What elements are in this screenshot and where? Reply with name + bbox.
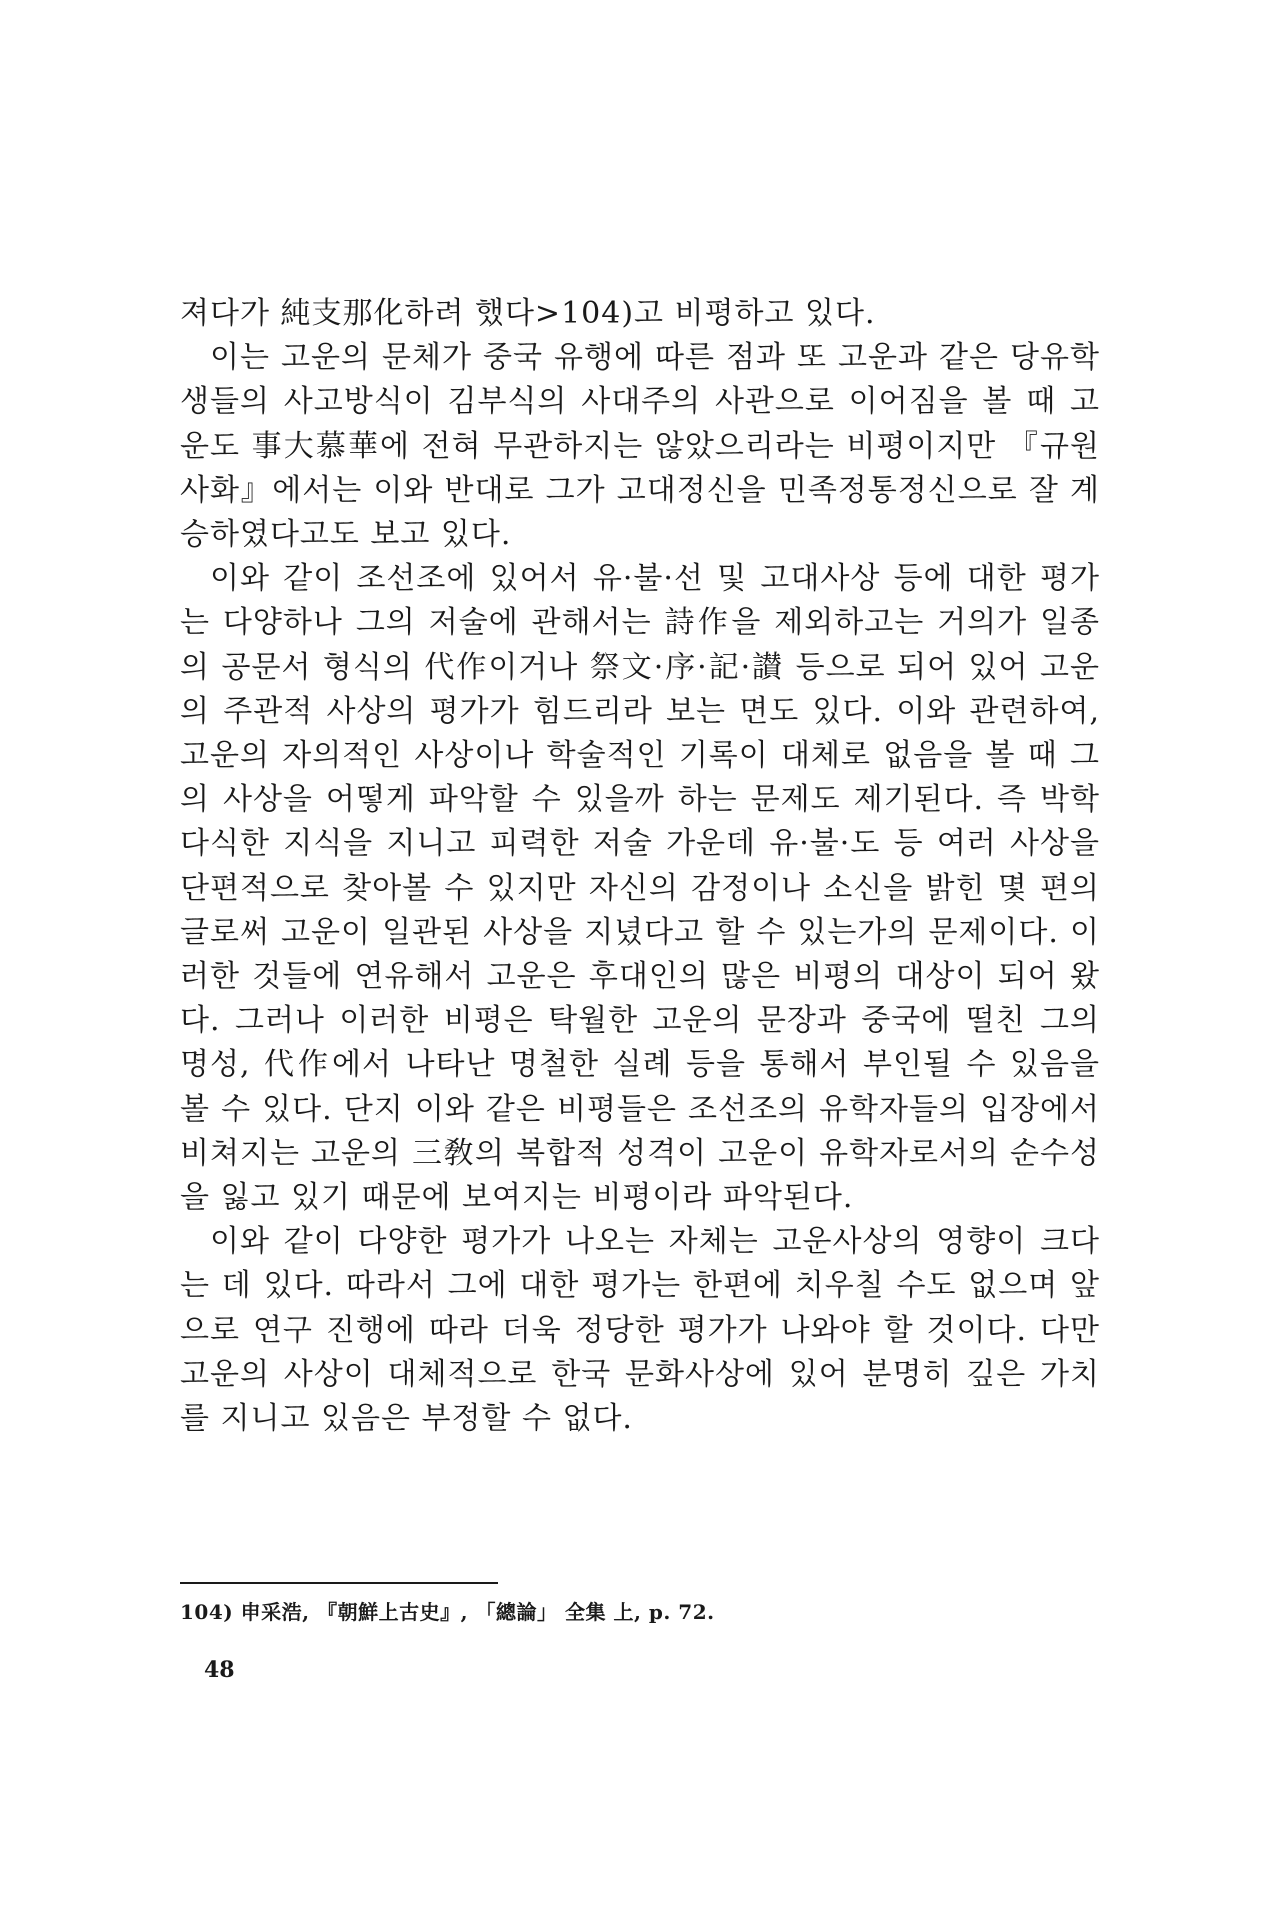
footnote-divider	[180, 1582, 498, 1584]
paragraph-continuation: 져다가 純支那化하려 했다>104)고 비평하고 있다.	[180, 296, 876, 331]
footnote-104: 104) 申采浩, 『朝鮮上古史』, 「總論」 全集 上, p. 72.	[180, 1600, 715, 1624]
paragraph: 이와 같이 조선조에 있어서 유·불·선 및 고대사상 등에 대한 평가는 다양하나 그의 저술에 관해서는 詩作을 제외하고는 거의가 일종의 공문서 형식의 代作이거나 祭文·序·記·讃 등으로 되어 있어 고운의 주관적 사상의 평가가 힘드리라 보는 면도 있다. 이와 관련하여, 고운의 자의적인 사상이나 학술적인 기록이 대체로 없음을 볼 때 그의 사상을 어떻게 파악할 수 있을까 하는 문제도 제기된다. 즉 박학다식한 지식을 지니고 피력한 저술 가운데 유·불·도 등 여러 사상을 단편적으로 찾아볼 수 있지만 자신의 감정이나 소신을 밝힌 몇 편의 글로써 고운이 일관된 사상을 지녔다고 할 수 있는가의 문제이다. 이러한 것들에 연유해서 고운은 후대인의 많은 비평의 대상이 되어 왔다. 그러나 이러한 비평은 탁월한 고운의 문장과 중국에 떨친 그의 명성, 代作에서 나타난 명철한 실례 등을 통해서 부인될 수 있음을 볼 수 있다. 단지 이와 같은 비평들은 조선조의 유학자들의 입장에서 비쳐지는 고운의 三敎의 복합적 성격이 고운이 유학자로서의 순수성을 잃고 있기 때문에 보여지는 비평이라 파악된다.	[180, 561, 1100, 1216]
page-number: 48	[204, 1657, 235, 1683]
paragraph: 이는 고운의 문체가 중국 유행에 따른 점과 또 고운과 같은 당유학생들의 사고방식이 김부식의 사대주의 사관으로 이어짐을 볼 때 고운도 事大慕華에 전혀 무관하지는 않았으리라는 비평이지만 『규원사화』에서는 이와 반대로 그가 고대정신을 민족정통정신으로 잘 계승하였다고도 보고 있다.	[180, 340, 1100, 553]
paragraph: 이와 같이 다양한 평가가 나오는 자체는 고운사상의 영향이 크다는 데 있다. 따라서 그에 대한 평가는 한편에 치우칠 수도 없으며 앞으로 연구 진행에 따라 더욱 정당한 평가가 나와야 할 것이다. 다만 고운의 사상이 대체적으로 한국 문화사상에 있어 분명히 깊은 가치를 지니고 있음은 부정할 수 없다.	[180, 1224, 1100, 1437]
body-text	[180, 292, 1100, 1441]
